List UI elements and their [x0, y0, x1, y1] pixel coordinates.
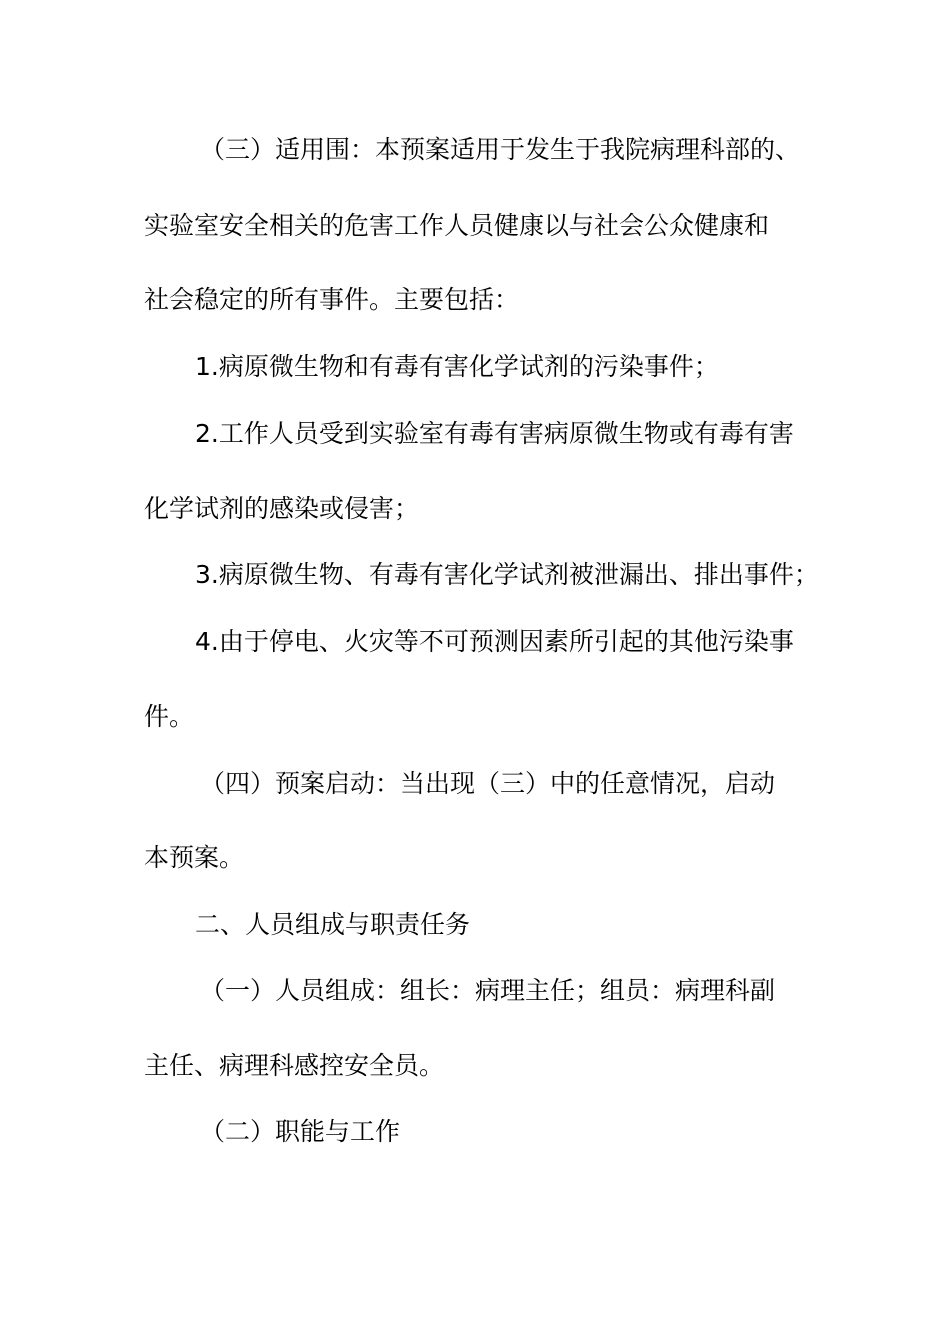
- text-line: 实验室安全相关的危害工作人员健康以与社会公众健康和: [144, 211, 770, 240]
- text-line: 件。: [144, 702, 195, 731]
- text-line: （三）适用围：本预案适用于发生于我院病理科部的、: [200, 135, 801, 164]
- list-item: 2.工作人员受到实验室有毒有害病原微生物或有毒有害: [195, 419, 794, 448]
- text-line: 社会稳定的所有事件。主要包括：: [144, 285, 520, 314]
- list-item: 1.病原微生物和有毒有害化学试剂的污染事件；: [195, 352, 719, 381]
- text-line: 本预案。: [144, 843, 245, 872]
- text-line: 主任、病理科感控安全员。: [144, 1051, 445, 1080]
- text-line: （一）人员组成：组长：病理主任；组员：病理科副: [200, 976, 776, 1005]
- text-line: 化学试剂的感染或侵害；: [144, 494, 420, 523]
- text-line: （四）预案启动：当出现（三）中的任意情况，启动: [200, 769, 776, 798]
- list-item: 3.病原微生物、有毒有害化学试剂被泄漏出、排出事件；: [195, 560, 819, 589]
- section-heading: 二、人员组成与职责任务: [195, 910, 471, 939]
- list-item: 4.由于停电、火灾等不可预测因素所引起的其他污染事: [195, 627, 794, 656]
- subsection-heading: （二）职能与工作: [200, 1117, 401, 1146]
